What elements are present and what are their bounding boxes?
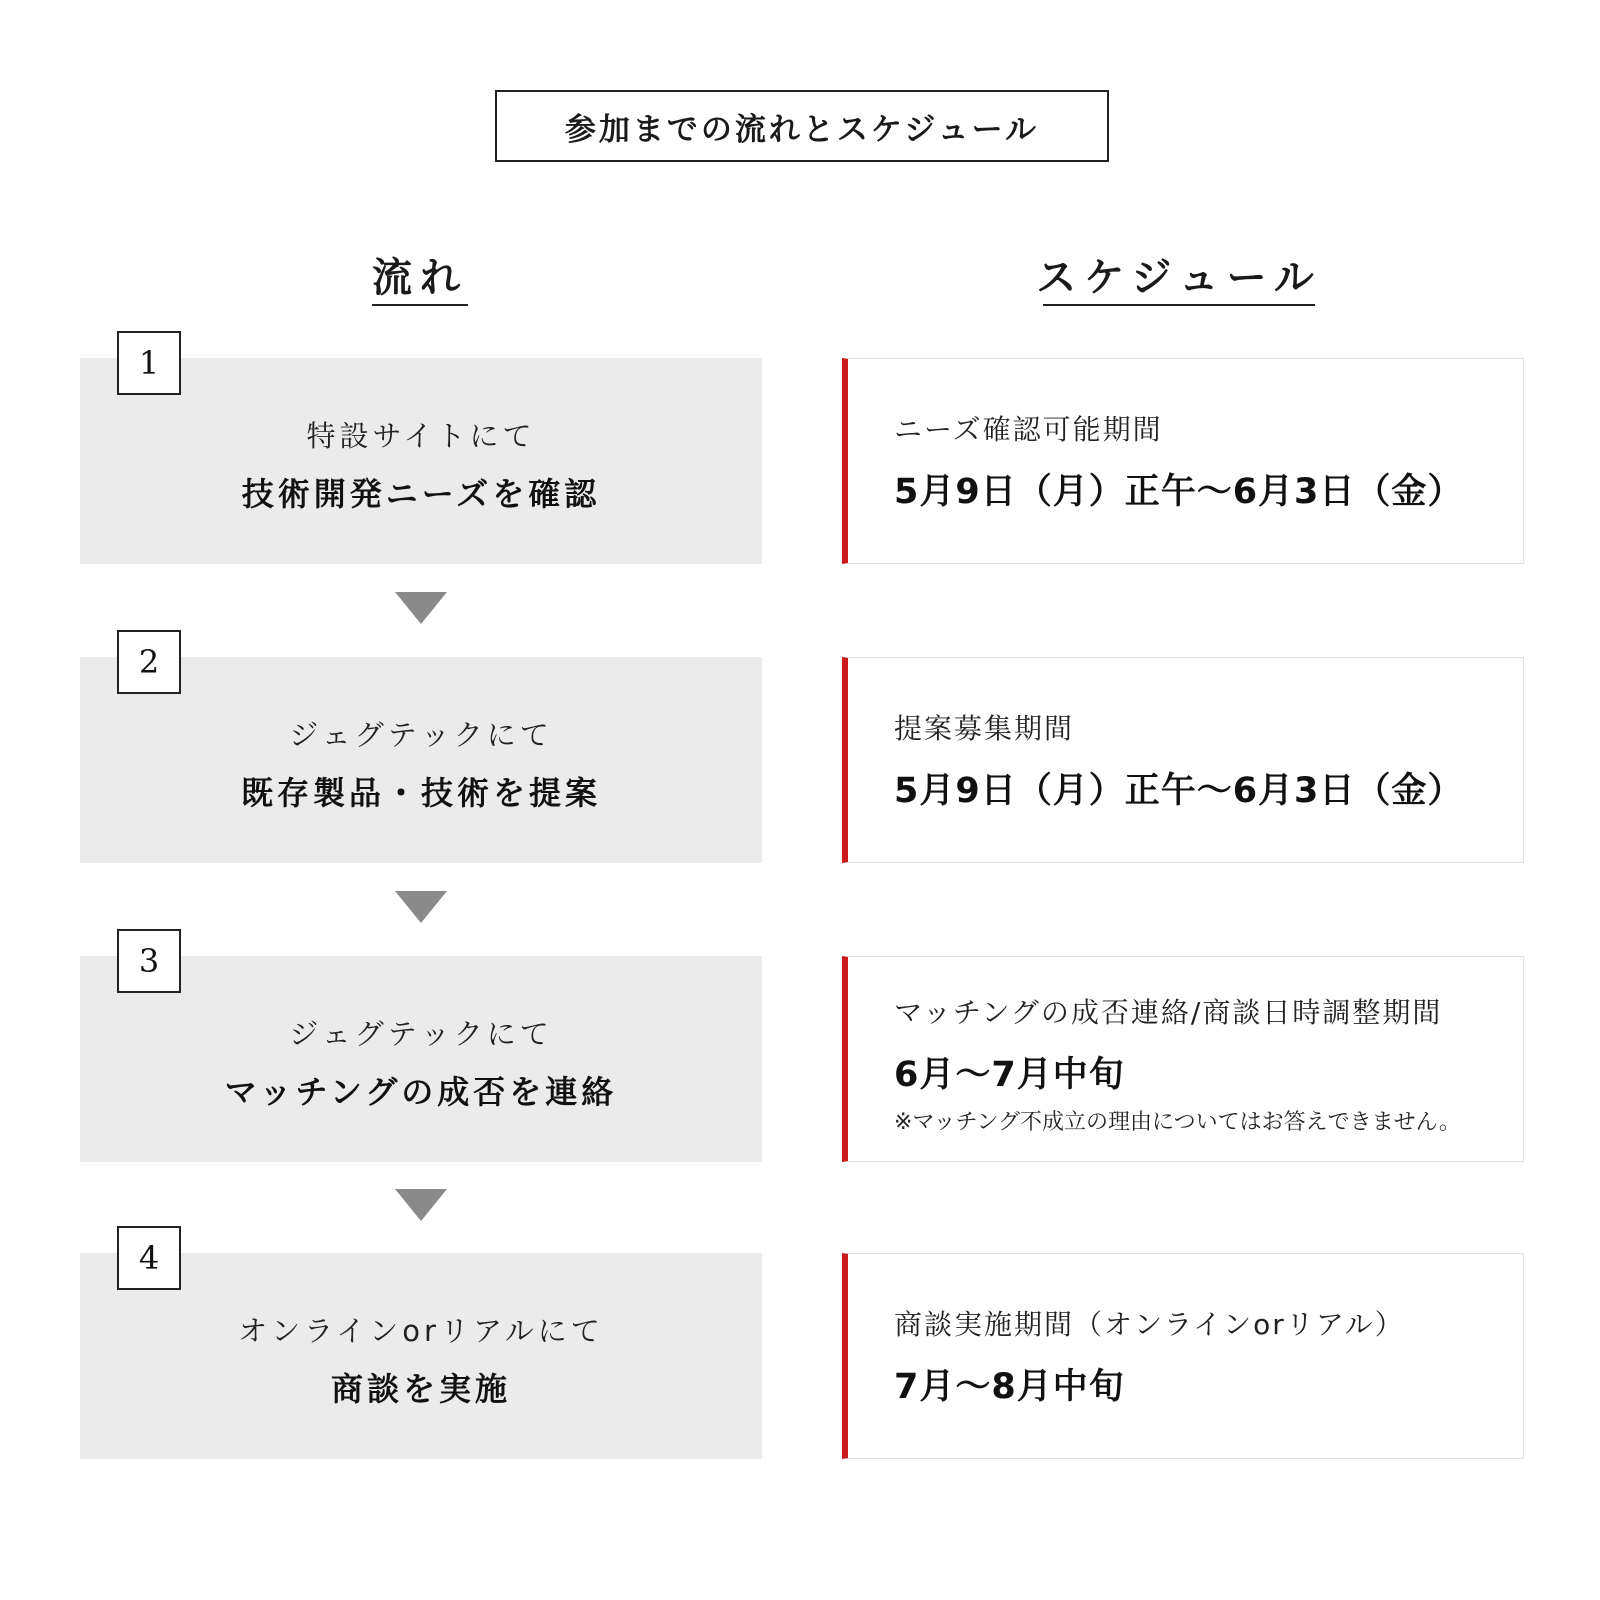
schedule-label: 提案募集期間 — [894, 712, 1075, 745]
flow-step-sub: ジェグテックにて — [289, 1016, 553, 1051]
schedule-heading: スケジュール — [1043, 240, 1315, 306]
schedule-step-4 — [842, 1253, 1524, 1459]
flow-step-main: 商談を実施 — [330, 1369, 511, 1408]
schedule-note: ※マッチング不成立の理由についてはお答えできません。 — [894, 1109, 1461, 1135]
flow-step-main: マッチングの成否を連絡 — [224, 1072, 618, 1111]
step-number-2: 2 — [117, 630, 181, 694]
flow-step-sub: オンラインorリアルにて — [238, 1313, 604, 1348]
flow-step-main: 既存製品・技術を提案 — [240, 773, 601, 812]
schedule-label: ニーズ確認可能期間 — [894, 413, 1163, 446]
schedule-date: 5月9日（月）正午〜6月3日（金） — [894, 771, 1464, 811]
flow-step-2 — [80, 657, 762, 863]
step-number-4: 4 — [117, 1226, 181, 1290]
schedule-step-3 — [842, 956, 1524, 1162]
step-number-1: 1 — [117, 331, 181, 395]
flow-step-sub: 特設サイトにて — [306, 418, 536, 453]
flow-step-4 — [80, 1253, 762, 1459]
flow-step-3 — [80, 956, 762, 1162]
down-arrow-icon — [395, 1189, 447, 1221]
flow-step-main: 技術開発ニーズを確認 — [241, 474, 601, 513]
down-arrow-icon — [395, 592, 447, 624]
down-arrow-icon — [395, 891, 447, 923]
schedule-step-1 — [842, 358, 1524, 564]
flow-step-1 — [80, 358, 762, 564]
step-number-3: 3 — [117, 929, 181, 993]
page-title: 参加までの流れとスケジュール — [495, 90, 1109, 162]
schedule-date: 5月9日（月）正午〜6月3日（金） — [894, 472, 1464, 512]
flow-heading: 流れ — [372, 240, 468, 306]
flow-step-sub: ジェグテックにて — [289, 717, 553, 752]
schedule-step-2 — [842, 657, 1524, 863]
schedule-date: 7月〜8月中旬 — [894, 1367, 1125, 1407]
schedule-date: 6月〜7月中旬 — [894, 1054, 1125, 1095]
schedule-label: マッチングの成否連絡/商談日時調整期間 — [894, 995, 1443, 1029]
schedule-label: 商談実施期間（オンラインorリアル） — [894, 1308, 1405, 1341]
